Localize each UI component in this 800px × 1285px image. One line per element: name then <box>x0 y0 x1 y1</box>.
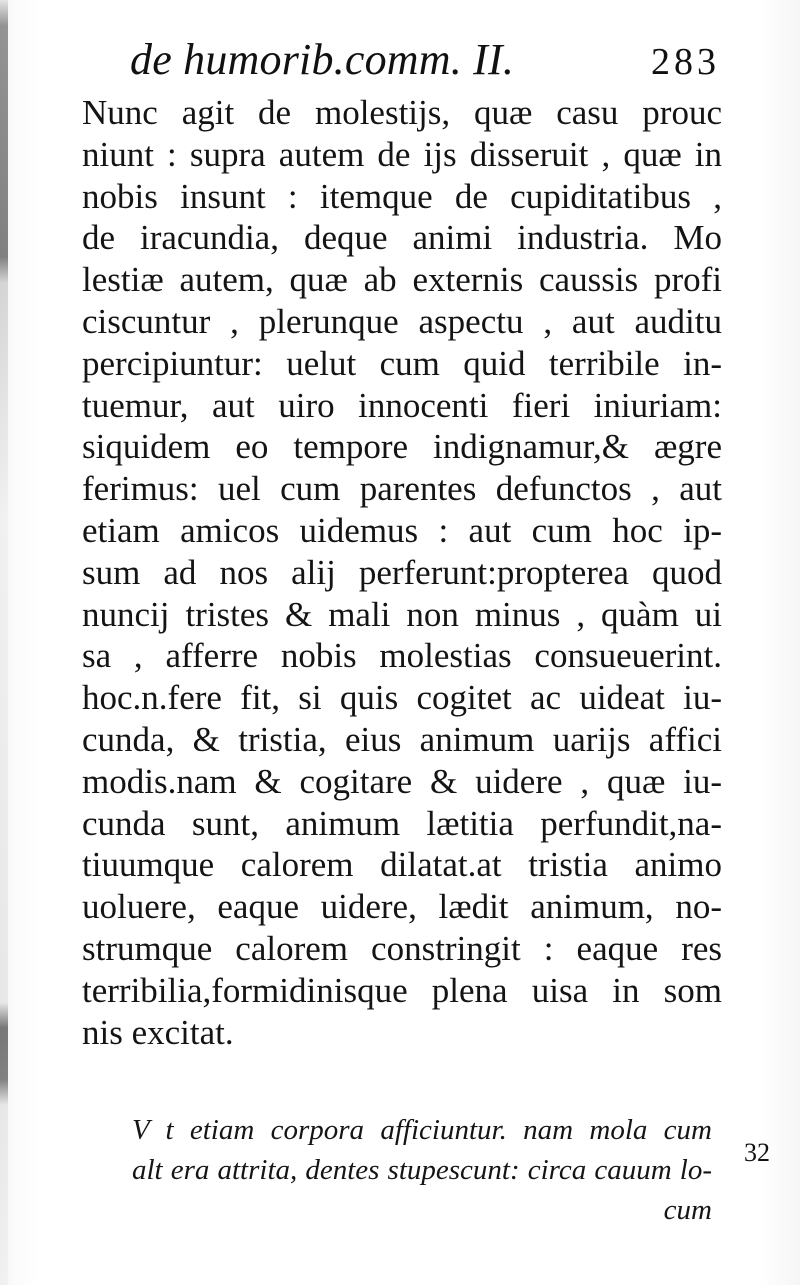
text-line: niunt : supra autem de ijs disseruit , quæ in <box>82 134 722 174</box>
page-number: 283 <box>651 41 720 83</box>
text-line: nobis insunt : itemque de cupiditatibus , <box>82 176 722 216</box>
text-line: nis excitat. <box>82 1012 234 1052</box>
text-line: siquidem eo tempore indignamur,& ægre <box>82 427 722 467</box>
text-line: hoc.n.fere fit, si quis cogitet ac uideat iu- <box>82 678 722 718</box>
text-line: tuemur, aut uiro innocenti fieri iniuriam: <box>82 385 722 425</box>
text-line: terribilia,formidinisque plena uisa in som <box>82 970 722 1010</box>
text-line: tiuumque calorem dilatat.at tristia animo <box>82 845 722 885</box>
text-line: sa , afferre nobis molestias consueuerint. <box>82 636 722 676</box>
text-line: nuncij tristes & mali non minus , quàm ui <box>82 594 722 634</box>
text-line: ferimus: uel cum parentes defunctos , aut <box>82 469 722 509</box>
note-line: cum <box>663 1194 712 1226</box>
text-line: etiam amicos uidemus : aut cum hoc ip- <box>82 510 722 550</box>
page-left-edge <box>0 0 8 1285</box>
text-line: lestiæ autem, quæ ab externis caussis profi <box>82 260 722 300</box>
text-line: uoluere, eaque uidere, lædit animum, no- <box>82 887 722 927</box>
text-line: sum ad nos alij perferunt:propterea quod <box>82 552 722 592</box>
note-line: alt era attrita, dentes stupescunt: circa cauum lo- <box>132 1154 712 1186</box>
text-line: cunda, & tristia, eius animum uarijs affici <box>82 719 722 759</box>
text-line: de iracundia, deque animi industria. Mo <box>82 218 722 258</box>
commentary-note <box>132 1110 712 1230</box>
running-head <box>130 34 720 94</box>
text-line: strumque calorem constringit : eaque res <box>82 928 722 968</box>
text-line: Nunc agit de molestijs, quæ casu prouc <box>82 93 722 132</box>
text-line: ciscuntur , plerunque aspectu , aut auditu <box>82 301 722 341</box>
text-line: modis.nam & cogitare & uidere , quæ iu- <box>82 761 722 801</box>
margin-number: 32 <box>744 1138 770 1167</box>
text-line: percipiuntur: uelut cum quid terribile in- <box>82 343 722 383</box>
note-line: V t etiam corpora afficiuntur. nam mola cum <box>132 1114 712 1146</box>
running-title: de humorib.comm. II. <box>130 35 515 84</box>
text-line: cunda sunt, animum lætitia perfundit,na- <box>82 803 722 843</box>
body-text <box>82 92 722 1053</box>
